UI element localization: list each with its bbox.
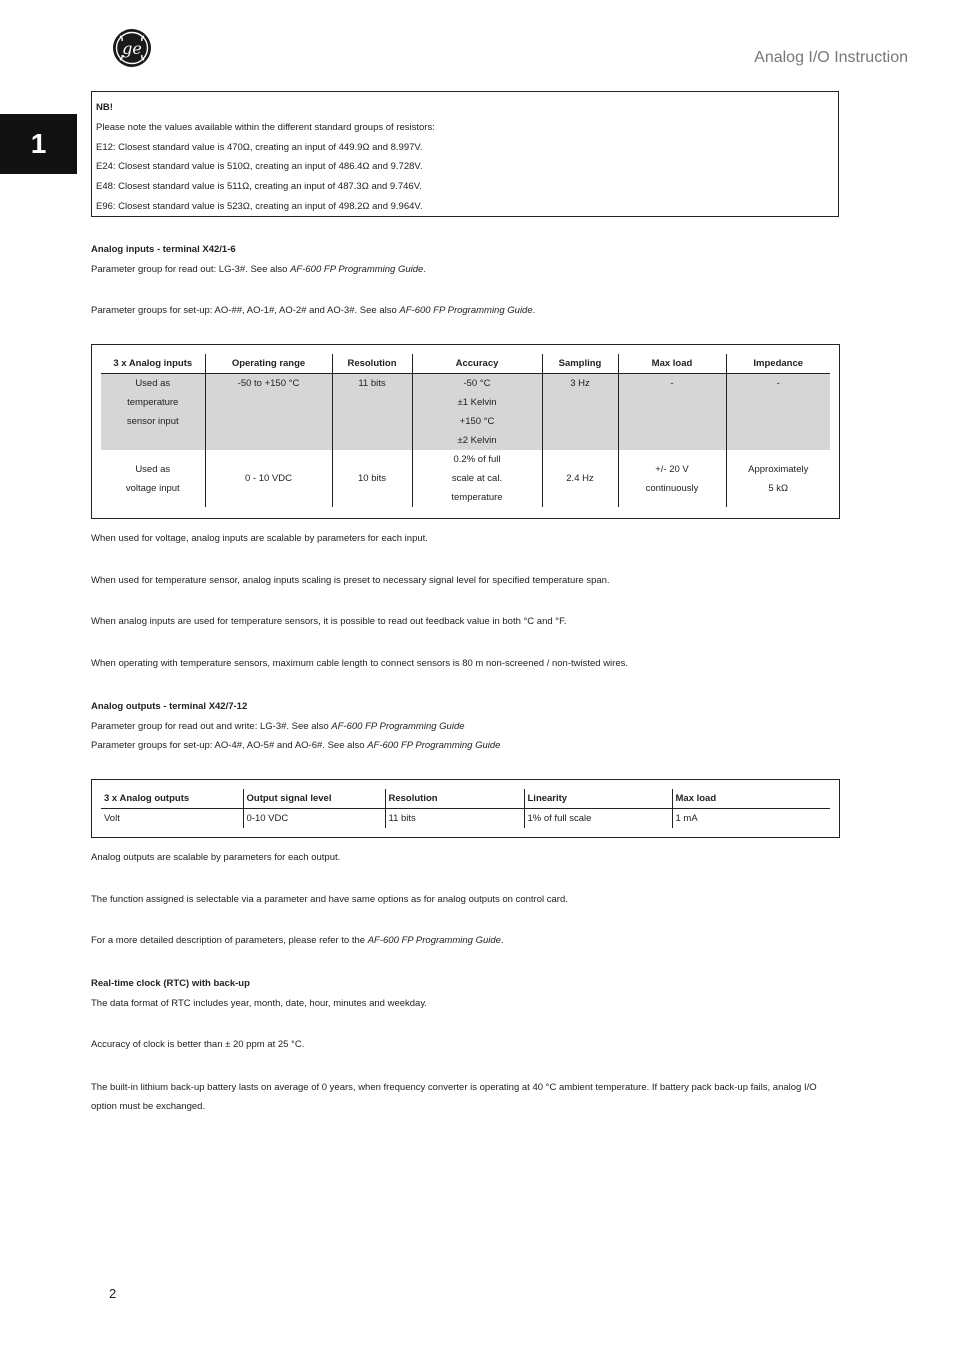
col-header: Operating range — [205, 354, 332, 374]
col-header: Max load — [672, 789, 830, 809]
analog-inputs-table-box — [91, 344, 840, 519]
col-header: Accuracy — [412, 354, 542, 374]
programming-guide-ref: AF-600 FP Programming Guide — [367, 935, 501, 946]
table-cell: 11 bits — [385, 809, 524, 829]
col-header: Max load — [618, 354, 726, 374]
table-cell: 1% of full scale — [524, 809, 672, 829]
note-text: Analog outputs are scalable by parameters for each output. — [91, 852, 341, 863]
table-cell: 0 - 10 VDC — [205, 450, 332, 507]
col-header: Sampling — [542, 354, 618, 374]
note-text: Accuracy of clock is better than ± 20 ppm at 25 °C. — [91, 1039, 305, 1050]
col-header: Linearity — [524, 789, 672, 809]
programming-guide-ref: AF-600 FP Programming Guide — [399, 305, 533, 316]
rtc-heading: Real-time clock (RTC) with back-up — [91, 978, 250, 989]
col-header: Output signal level — [243, 789, 385, 809]
note-text: The built-in lithium back-up battery lasts on average of 0 years, when frequency converter is operating at 40 °C ambient temperature. If battery pack back-up fails, analog I/O option must be exchanged. — [91, 1081, 817, 1112]
table-row — [101, 374, 830, 451]
analog-inputs-readout: Parameter group for read out: LG-3#. See also AF-600 FP Programming Guide. — [91, 263, 426, 275]
rtc-section — [91, 974, 843, 1117]
table-cell: 0.2% of full scale at cal. temperature — [412, 450, 542, 507]
analog-outputs-notes — [91, 848, 851, 951]
analog-inputs-setup: Parameter groups for set-up: AO-##, AO-1#, AO-2# and AO-3#. See also AF-600 FP Programming Guide. — [91, 305, 536, 316]
chapter-tab: 1 — [0, 114, 77, 174]
table-cell: Used as voltage input — [125, 463, 180, 494]
analog-inputs-section — [91, 240, 851, 321]
analog-outputs-heading: Analog outputs - terminal X42/7-12 — [91, 701, 248, 712]
table-cell: 2.4 Hz — [542, 450, 618, 507]
note-text: The data format of RTC includes year, month, date, hour, minutes and weekday. — [91, 997, 428, 1009]
analog-inputs-notes — [91, 529, 851, 673]
table-cell: 10 bits — [332, 450, 412, 507]
nb-line: E96: Closest standard value is 523Ω, creating an input of 498.2Ω and 9.964V. — [96, 200, 423, 212]
nb-line: E12: Closest standard value is 470Ω, creating an input of 449.9Ω and 8.997V. — [96, 141, 423, 153]
nb-title: NB! — [96, 102, 113, 113]
note-text: For a more detailed description of parameters, please refer to the AF-600 FP Programming Guide. — [91, 935, 504, 946]
nb-line: E48: Closest standard value is 511Ω, creating an input of 487.3Ω and 9.746V. — [96, 181, 422, 193]
header-title: Analog I/O Instruction — [754, 49, 908, 66]
col-header: Impedance — [726, 354, 830, 374]
nb-line: E24: Closest standard value is 510Ω, creating an input of 486.4Ω and 9.728V. — [96, 161, 423, 173]
table-cell: - — [726, 374, 830, 451]
ge-logo-icon — [112, 28, 152, 68]
analog-inputs-heading: Analog inputs - terminal X42/1-6 — [91, 244, 236, 255]
svg-text:ge: ge — [122, 39, 142, 58]
nb-note-box — [91, 91, 839, 217]
col-header: 3 x Analog inputs — [101, 354, 205, 374]
table-cell: 1 mA — [672, 809, 830, 829]
col-header: 3 x Analog outputs — [101, 789, 243, 809]
programming-guide-ref: AF-600 FP Programming Guide — [331, 720, 465, 732]
note-text: When operating with temperature sensors, maximum cable length to connect sensors is 80 m non-screened / non-twisted wires. — [91, 657, 629, 669]
col-header: Resolution — [332, 354, 412, 374]
analog-outputs-table — [101, 789, 830, 828]
col-header: Resolution — [385, 789, 524, 809]
note-text: When used for voltage, analog inputs are scalable by parameters for each input. — [91, 533, 428, 544]
table-cell: - — [618, 374, 726, 451]
analog-outputs-table-box — [91, 779, 840, 838]
note-text: The function assigned is selectable via a parameter and have same options as for analog outputs on control card. — [91, 893, 568, 905]
note-text: When analog inputs are used for temperature sensors, it is possible to read out feedback value in both °C and °F. — [91, 616, 567, 627]
table-header-row — [101, 789, 830, 809]
table-cell: -50 °C ±1 Kelvin +150 °C ±2 Kelvin — [412, 374, 542, 451]
table-cell: Used as temperature sensor input — [101, 374, 205, 451]
note-text: When used for temperature sensor, analog inputs scaling is preset to necessary signal level for specified temperature span. — [91, 574, 610, 586]
analog-inputs-table — [101, 354, 830, 507]
table-cell: 11 bits — [332, 374, 412, 451]
table-row — [101, 809, 830, 829]
table-cell: 0-10 VDC — [243, 809, 385, 829]
page-number: 2 — [109, 1286, 117, 1301]
table-cell: -50 to +150 °C — [205, 374, 332, 451]
table-cell: Volt — [104, 813, 120, 824]
analog-outputs-section: Analog outputs - terminal X42/7-12 Parameter group for read out and write: LG-3#. See also AF-600 FP Programming Guide Parameter groups for set-up: AO-4#, AO-5# and AO-6#. See also AF-600 FP Programming Guide — [91, 697, 851, 756]
nb-line: Please note the values available within the different standard groups of resistors: — [96, 121, 435, 133]
table-header-row — [101, 354, 830, 374]
programming-guide-ref: AF-600 FP Programming Guide — [367, 740, 501, 751]
table-row — [101, 450, 830, 507]
table-cell: Approximately 5 kΩ — [726, 450, 830, 507]
programming-guide-ref: AF-600 FP Programming Guide — [290, 263, 424, 275]
table-cell: +/- 20 V continuously — [618, 450, 726, 507]
table-cell: 3 Hz — [542, 374, 618, 451]
